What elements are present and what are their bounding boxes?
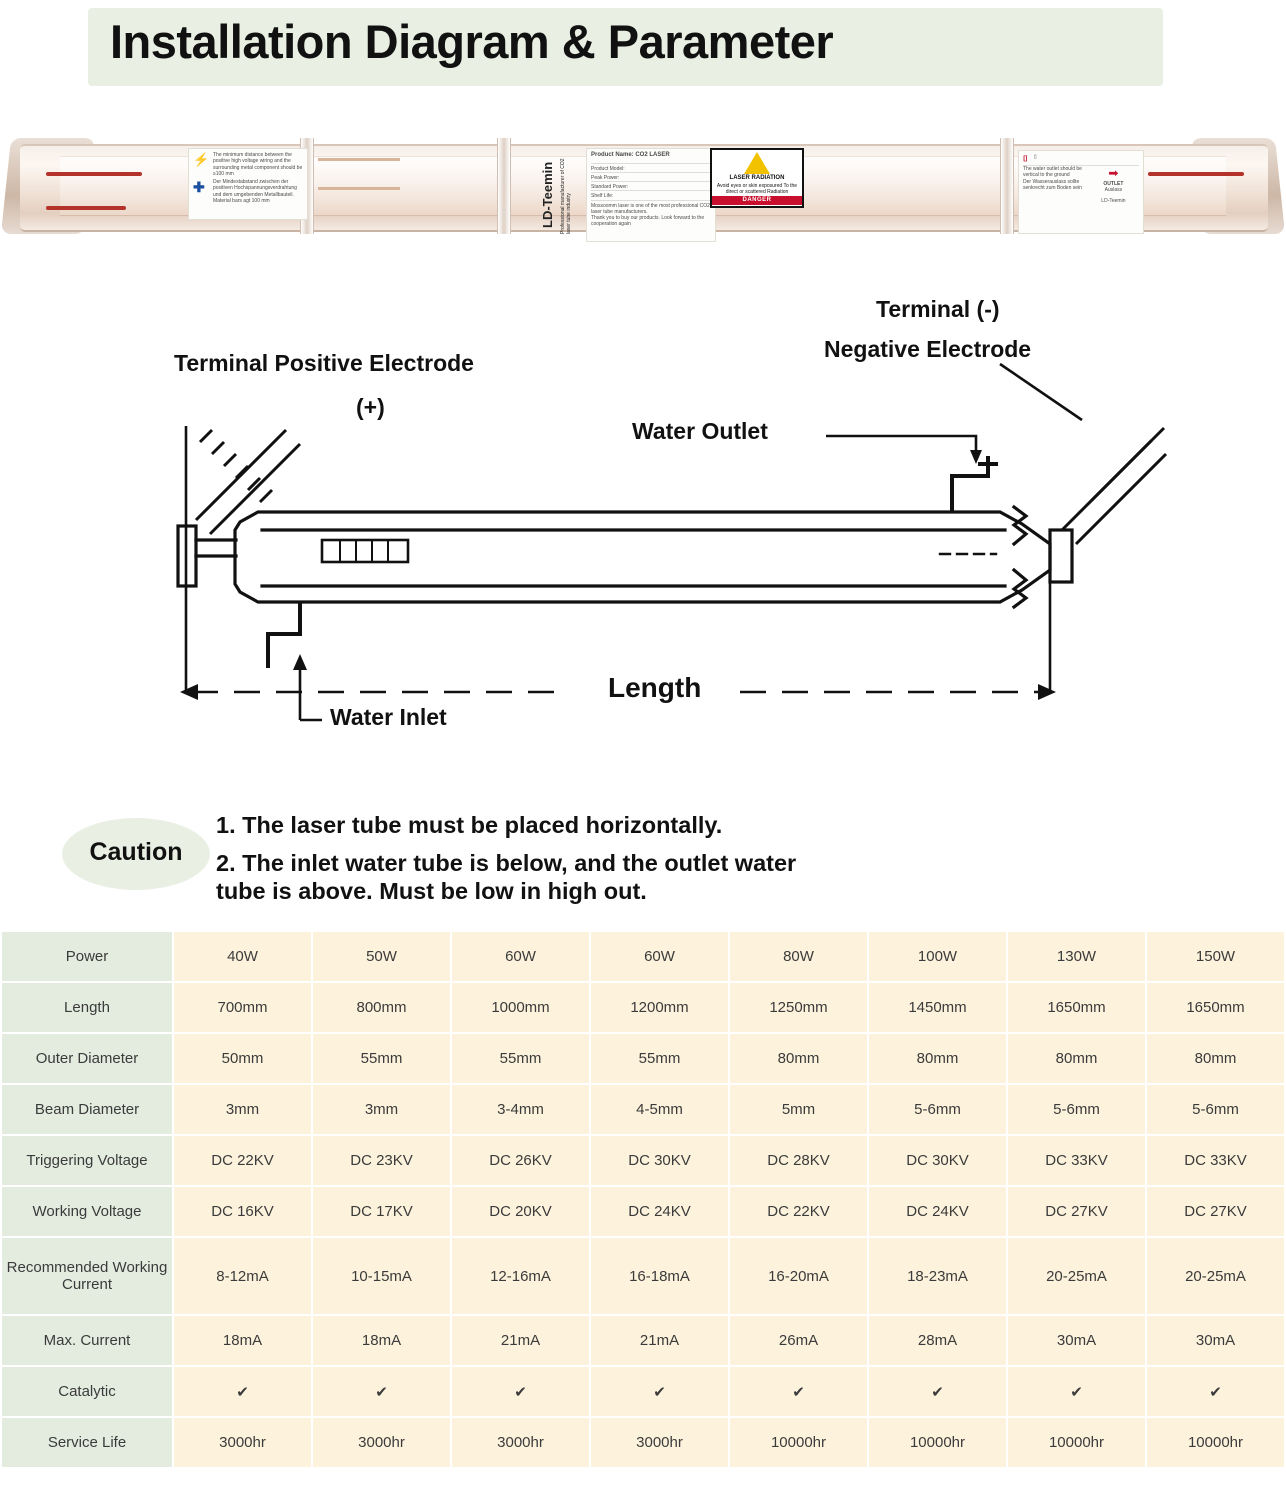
cell-triggering-voltage-7: DC 33KV	[1007, 1135, 1146, 1186]
cell-max-current-1: 18mA	[173, 1315, 312, 1366]
cell-service-life-3: 3000hr	[451, 1417, 590, 1468]
photo-spec-label	[586, 148, 716, 242]
cell-working-voltage-5: DC 22KV	[729, 1186, 868, 1237]
cell-max-current-5: 26mA	[729, 1315, 868, 1366]
photo-right-outlet: OUTLET	[1103, 181, 1124, 187]
caution-item-1: 1. The laser tube must be placed horizontally.	[216, 812, 723, 838]
cell-catalytic-4: ✔	[590, 1366, 729, 1417]
table-row	[1, 1237, 1285, 1315]
cell-rec-current-1: 8-12mA	[173, 1237, 312, 1315]
row-header-beam-diameter: Beam Diameter	[1, 1084, 173, 1135]
cell-catalytic-5: ✔	[729, 1366, 868, 1417]
cell-rec-current-4: 16-18mA	[590, 1237, 729, 1315]
cell-catalytic-7: ✔	[1007, 1366, 1146, 1417]
cell-working-voltage-2: DC 17KV	[312, 1186, 451, 1237]
cell-outer-diameter-2: 55mm	[312, 1033, 451, 1084]
cell-rec-current-6: 18-23mA	[868, 1237, 1007, 1315]
table-row	[1, 1084, 1285, 1135]
cell-length-2: 800mm	[312, 982, 451, 1033]
outlet-marker-icon: ⌷	[1023, 154, 1028, 163]
lightning-bolt-icon: ⚡	[193, 152, 210, 167]
cell-length-5: 1250mm	[729, 982, 868, 1033]
cell-service-life-4: 3000hr	[590, 1417, 729, 1468]
cell-outer-diameter-6: 80mm	[868, 1033, 1007, 1084]
cell-working-voltage-1: DC 16KV	[173, 1186, 312, 1237]
cell-service-life-5: 10000hr	[729, 1417, 868, 1468]
cell-max-current-2: 18mA	[312, 1315, 451, 1366]
cell-length-6: 1450mm	[868, 982, 1007, 1033]
cell-length-7: 1650mm	[1007, 982, 1146, 1033]
cell-rec-current-5: 16-20mA	[729, 1237, 868, 1315]
cell-beam-diameter-7: 5-6mm	[1007, 1084, 1146, 1135]
caution-item-2: 2. The inlet water tube is below, and the outlet water	[216, 850, 797, 876]
cell-length-1: 700mm	[173, 982, 312, 1033]
table-row	[1, 1135, 1285, 1186]
cell-catalytic-1: ✔	[173, 1366, 312, 1417]
row-header-length: Length	[1, 982, 173, 1033]
photo-spec-row-2: Peak Power:	[591, 172, 711, 181]
table-row	[1, 1186, 1285, 1237]
label-water-outlet: Water Outlet	[632, 418, 768, 444]
tube-support-ring-2	[497, 138, 511, 234]
cell-triggering-voltage-8: DC 33KV	[1146, 1135, 1285, 1186]
cell-power-5: 80W	[729, 931, 868, 982]
cell-triggering-voltage-1: DC 22KV	[173, 1135, 312, 1186]
row-header-max-current: Max. Current	[1, 1315, 173, 1366]
row-header-power: Power	[1, 931, 173, 982]
table-row	[1, 1366, 1285, 1417]
table-row	[1, 1033, 1285, 1084]
photo-spec-row-4: Shelf Life:	[591, 190, 711, 199]
cell-power-3: 60W	[451, 931, 590, 982]
cell-beam-diameter-3: 3-4mm	[451, 1084, 590, 1135]
label-terminal-negative-2: Negative Electrode	[824, 336, 1032, 362]
tube-wire-left	[46, 172, 142, 176]
cell-max-current-3: 21mA	[451, 1315, 590, 1366]
outlet-box-icon: ▯	[1033, 154, 1037, 160]
flow-arrow-icon: ➡	[1108, 166, 1119, 180]
cell-beam-diameter-5: 5mm	[729, 1084, 868, 1135]
laser-tube-photo	[0, 110, 1286, 260]
row-header-service-life: Service Life	[1, 1417, 173, 1468]
cell-working-voltage-4: DC 24KV	[590, 1186, 729, 1237]
label-water-inlet: Water Inlet	[330, 704, 447, 730]
photo-left-label-line2: Der Mindestabstand zwischen der positiven Hochspannungsverdrahtung und dem umgebenden Metallbauteil. Material bars agt 100 mm	[213, 179, 297, 204]
cell-power-7: 130W	[1007, 931, 1146, 982]
laser-danger-label	[710, 148, 804, 208]
photo-spec-title: Product Name: CO2 LASER	[591, 152, 670, 158]
row-header-triggering-voltage: Triggering Voltage	[1, 1135, 173, 1186]
cell-outer-diameter-1: 50mm	[173, 1033, 312, 1084]
cell-outer-diameter-4: 55mm	[590, 1033, 729, 1084]
cell-service-life-6: 10000hr	[868, 1417, 1007, 1468]
label-terminal-positive: Terminal Positive Electrode	[174, 350, 474, 376]
label-terminal-positive-sign: (+)	[356, 394, 385, 420]
cell-outer-diameter-5: 80mm	[729, 1033, 868, 1084]
cell-max-current-8: 30mA	[1146, 1315, 1285, 1366]
cell-length-8: 1650mm	[1146, 982, 1285, 1033]
cell-power-2: 50W	[312, 931, 451, 982]
photo-right-label	[1018, 150, 1144, 234]
photo-spec-row-1: Product Model:	[591, 163, 711, 172]
table-row	[1, 931, 1285, 982]
tube-wire-left-2	[46, 206, 126, 210]
tube-coil-section	[318, 158, 400, 190]
cell-working-voltage-3: DC 20KV	[451, 1186, 590, 1237]
cell-service-life-1: 3000hr	[173, 1417, 312, 1468]
cell-rec-current-2: 10-15mA	[312, 1237, 451, 1315]
cell-beam-diameter-2: 3mm	[312, 1084, 451, 1135]
photo-left-label-line1: The minimum distance between the positive high voltage wiring and the surrounding metal component should be ≥100 mm	[213, 152, 303, 177]
cell-service-life-2: 3000hr	[312, 1417, 451, 1468]
plus-cross-icon: ✚	[193, 179, 205, 195]
tube-support-ring-3	[1000, 138, 1014, 234]
photo-brand-vertical: LD-Teemin	[540, 161, 555, 228]
cell-beam-diameter-8: 5-6mm	[1146, 1084, 1285, 1135]
photo-spec-note: Mossoomm laser is one of the most professional CO2 laser tube manufacturers.	[591, 200, 711, 216]
cell-working-voltage-6: DC 24KV	[868, 1186, 1007, 1237]
cell-beam-diameter-6: 5-6mm	[868, 1084, 1007, 1135]
caution-item-3: tube is above. Must be low in high out.	[216, 878, 647, 904]
page-header	[0, 8, 1286, 86]
cell-catalytic-8: ✔	[1146, 1366, 1285, 1417]
cell-catalytic-2: ✔	[312, 1366, 451, 1417]
page-title: Installation Diagram & Parameter	[110, 15, 834, 68]
cell-power-1: 40W	[173, 931, 312, 982]
cell-rec-current-7: 20-25mA	[1007, 1237, 1146, 1315]
cell-outer-diameter-8: 80mm	[1146, 1033, 1285, 1084]
photo-right-line2: Der Wasserauslass sollte senkrecht zum Boden sein	[1023, 178, 1082, 191]
photo-spec-row-3: Standard Power:	[591, 181, 711, 190]
cell-triggering-voltage-3: DC 26KV	[451, 1135, 590, 1186]
row-header-recommended-working-current: Recommended Working Current	[1, 1237, 173, 1315]
label-length: Length	[608, 672, 702, 703]
label-terminal-negative-1: Terminal (-)	[876, 296, 1000, 322]
cell-max-current-7: 30mA	[1007, 1315, 1146, 1366]
caution-word: Caution	[89, 838, 183, 866]
row-header-outer-diameter: Outer Diameter	[1, 1033, 173, 1084]
cell-power-4: 60W	[590, 931, 729, 982]
cell-working-voltage-8: DC 27KV	[1146, 1186, 1285, 1237]
cell-triggering-voltage-4: DC 30KV	[590, 1135, 729, 1186]
cell-length-3: 1000mm	[451, 982, 590, 1033]
danger-heading: LASER RADIATION	[729, 175, 785, 181]
tube-wire-right	[1148, 172, 1244, 176]
table-row	[1, 1315, 1285, 1366]
danger-word: DANGER	[712, 196, 802, 205]
photo-right-outlet-cn: Auslass	[1104, 187, 1123, 194]
row-header-catalytic: Catalytic	[1, 1366, 173, 1417]
cell-max-current-6: 28mA	[868, 1315, 1007, 1366]
cell-catalytic-3: ✔	[451, 1366, 590, 1417]
photo-brand-sub: Professional manufacturer of CO2 laser tube industry	[560, 158, 572, 234]
danger-body: Avoid eyes or skin exposured To the direct or scattered Radiation	[716, 183, 798, 196]
row-header-working-voltage: Working Voltage	[1, 1186, 173, 1237]
cell-rec-current-8: 20-25mA	[1146, 1237, 1285, 1315]
cell-service-life-7: 10000hr	[1007, 1417, 1146, 1468]
photo-right-brand: LD-Teemin	[1101, 197, 1126, 204]
cell-service-life-8: 10000hr	[1146, 1417, 1285, 1468]
photo-spec-note2: Thank you to buy our products. Look forward to the cooperation again	[591, 215, 705, 228]
photo-right-line1: The water outlet should be vertical to the ground	[1023, 166, 1082, 179]
cell-catalytic-6: ✔	[868, 1366, 1007, 1417]
cell-outer-diameter-7: 80mm	[1007, 1033, 1146, 1084]
cell-power-8: 150W	[1146, 931, 1285, 982]
cell-outer-diameter-3: 55mm	[451, 1033, 590, 1084]
table-row	[1, 1417, 1285, 1468]
cell-beam-diameter-4: 4-5mm	[590, 1084, 729, 1135]
cell-working-voltage-7: DC 27KV	[1007, 1186, 1146, 1237]
parameter-table	[0, 930, 1286, 1469]
cell-triggering-voltage-5: DC 28KV	[729, 1135, 868, 1186]
cell-max-current-4: 21mA	[590, 1315, 729, 1366]
laser-warning-triangle-icon	[744, 152, 770, 174]
table-row	[1, 982, 1285, 1033]
cell-length-4: 1200mm	[590, 982, 729, 1033]
cell-triggering-voltage-6: DC 30KV	[868, 1135, 1007, 1186]
cell-triggering-voltage-2: DC 23KV	[312, 1135, 451, 1186]
cell-rec-current-3: 12-16mA	[451, 1237, 590, 1315]
cell-beam-diameter-1: 3mm	[173, 1084, 312, 1135]
photo-left-label	[188, 148, 308, 220]
cell-power-6: 100W	[868, 931, 1007, 982]
caution-block	[0, 800, 1286, 928]
